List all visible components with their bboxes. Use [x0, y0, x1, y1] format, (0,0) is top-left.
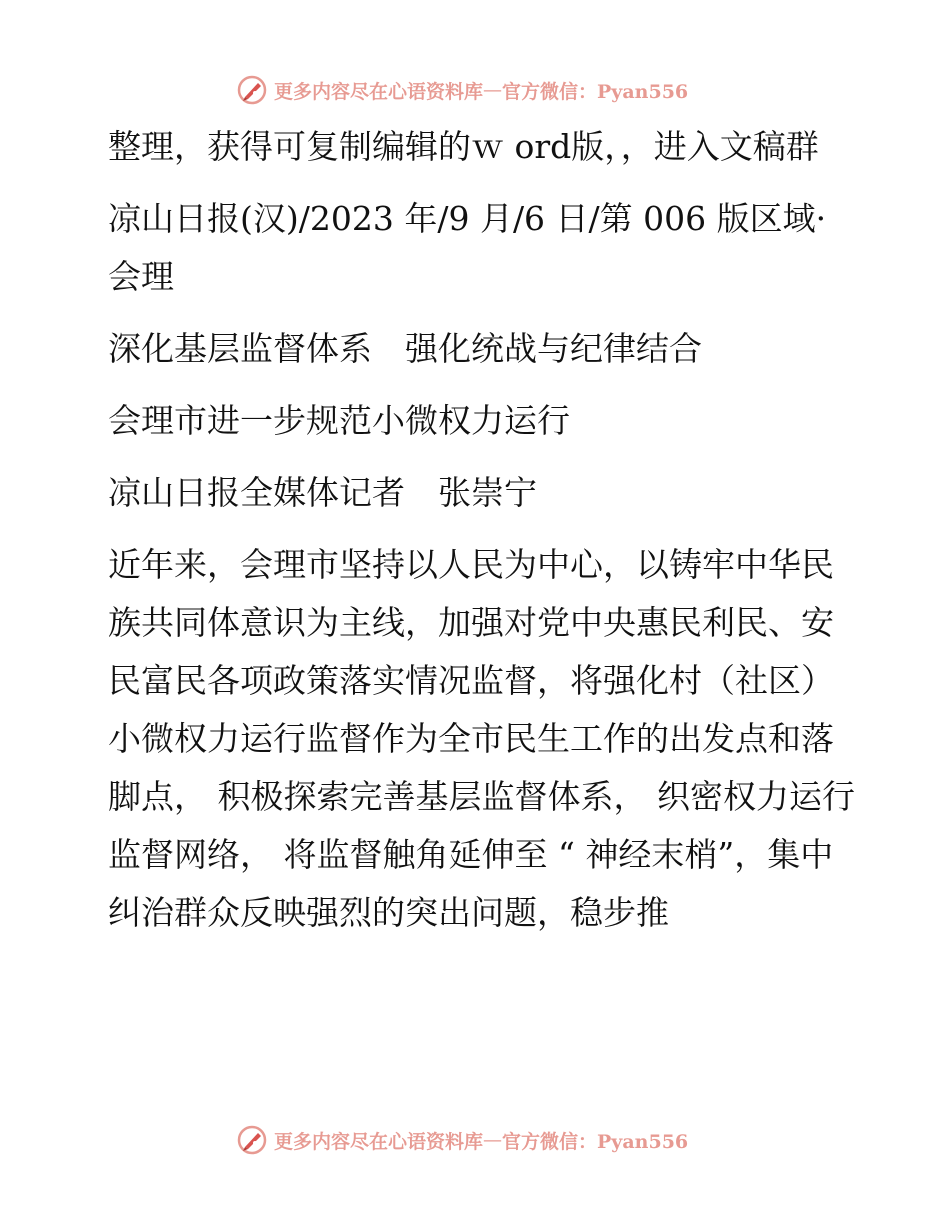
article-body — [96, 118, 856, 942]
watermark-wechat-footer: 官方微信：Pyan556 — [502, 1130, 689, 1153]
watermark-text: 更多内容尽在心语资料库 — [274, 80, 484, 103]
headline-secondary: 会理市进一步规范小微权力运行 — [108, 401, 570, 440]
headline-primary: 深化基层监督体系 强化统战与纪律结合 — [108, 329, 702, 368]
byline: 凉山日报全媒体记者 张崇宁 — [108, 473, 537, 512]
watermark-wechat: 官方微信：Pyan556 — [502, 80, 689, 103]
watermark-footer — [0, 1120, 950, 1160]
watermark-dash-footer: — — [483, 1129, 503, 1151]
intro-paragraph: 整理，获得可复制编辑的ｗ ord版，，进入文稿群 — [108, 127, 819, 166]
watermark-inner — [236, 70, 688, 110]
pen-logo-icon — [236, 74, 268, 106]
watermark-dash: — — [483, 79, 503, 101]
pen-logo-icon — [236, 1124, 268, 1156]
body-paragraph: 近年来，会理市坚持以人民为中心，以铸牢中华民族共同体意识为主线，加强对党中央惠民利民、安民富民各项政策落实情况监督，将强化村（社区）小微权力运行监督作为全市民生工作的出发点和落脚点， 积极探索完善基层监督体系， 织密权力运行监督网络， 将监督触角延伸至 “ 神经末梢”，集中纠治群众反映强烈的突出问题，稳步推 — [108, 545, 855, 932]
watermark-text-footer: 更多内容尽在心语资料库 — [274, 1130, 484, 1153]
source-line: 凉山日报(汉)/2023 年/9 月/6 日/第 006 版区域· 会理 — [108, 199, 827, 296]
watermark-header — [0, 70, 950, 110]
watermark-inner-footer — [236, 1120, 688, 1160]
